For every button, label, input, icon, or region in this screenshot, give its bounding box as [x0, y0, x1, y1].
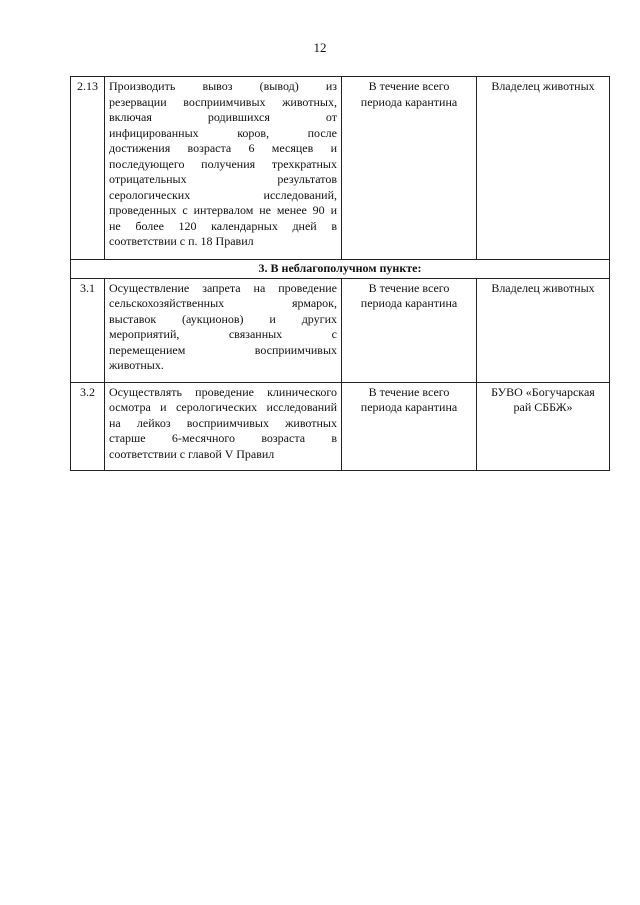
action-line: на лейкоз восприимчивых животных: [109, 415, 337, 430]
action-line: серологических исследований,: [109, 187, 337, 202]
period-line: периода карантина: [360, 296, 458, 310]
action-line: Осуществление запрета на проведение: [109, 280, 337, 295]
section-title: 3. В неблагополучном пункте:: [71, 260, 610, 279]
period-cell: [342, 382, 477, 470]
responsible-line: Владелец животных: [491, 280, 595, 295]
action-line: не более 120 календарных дней в: [109, 218, 337, 233]
period-cell: [342, 278, 477, 382]
action-line: проведенных с интервалом не менее 90 и: [109, 203, 337, 217]
row-number: 2.13: [71, 77, 105, 260]
responsible-line: рай СББЖ»: [513, 400, 573, 414]
action-line: резервации восприимчивых животных,: [109, 94, 337, 109]
period-line: периода карантина: [360, 400, 458, 414]
page-number: 12: [313, 40, 327, 55]
action-line: отрицательных результатов: [109, 172, 337, 186]
action-line: сельскохозяйственных ярмарок,: [109, 296, 337, 310]
action-line: инфицированных коров, после: [109, 125, 337, 140]
action-cell: [105, 278, 342, 382]
responsible-cell: [477, 382, 610, 470]
action-line: Осуществлять проведение клинического: [109, 384, 337, 399]
action-line: мероприятий, связанных с: [109, 327, 337, 341]
action-line: выставок (аукционов) и других: [109, 311, 337, 326]
action-line: последующего получения трехкратных: [109, 156, 337, 171]
action-cell: [105, 77, 342, 260]
section-header-row: [71, 260, 610, 279]
row-number: 3.1: [71, 278, 105, 382]
responsible-cell: [477, 278, 610, 382]
period-cell: [342, 77, 477, 260]
action-line: перемещением восприимчивых: [109, 342, 337, 357]
measures-table: [70, 76, 610, 471]
row-number: 3.2: [71, 382, 105, 470]
period-line: В течение всего: [368, 384, 450, 399]
table-row: [71, 77, 610, 260]
table-row: [71, 278, 610, 382]
action-cell: [105, 382, 342, 470]
period-line: В течение всего: [368, 79, 450, 93]
action-line: соответствии с п. 18 Правил: [109, 234, 254, 248]
action-line: соответствии с главой V Правил: [109, 446, 275, 461]
action-line: включая родившихся от: [109, 110, 337, 124]
responsible-cell: [477, 77, 610, 260]
responsible-line: БУВО «Богучарская: [491, 384, 595, 399]
period-line: периода карантина: [360, 94, 458, 109]
table-row: [71, 382, 610, 470]
action-line: животных.: [109, 358, 164, 372]
period-line: В течение всего: [368, 280, 450, 295]
responsible-line: Владелец животных: [491, 79, 595, 93]
action-line: Производить вывоз (вывод) из: [109, 79, 337, 93]
action-line: достижения возраста 6 месяцев и: [109, 141, 337, 155]
action-line: осмотра и серологических исследований: [109, 400, 337, 414]
action-line: старше 6-месячного возраста в: [109, 431, 337, 445]
